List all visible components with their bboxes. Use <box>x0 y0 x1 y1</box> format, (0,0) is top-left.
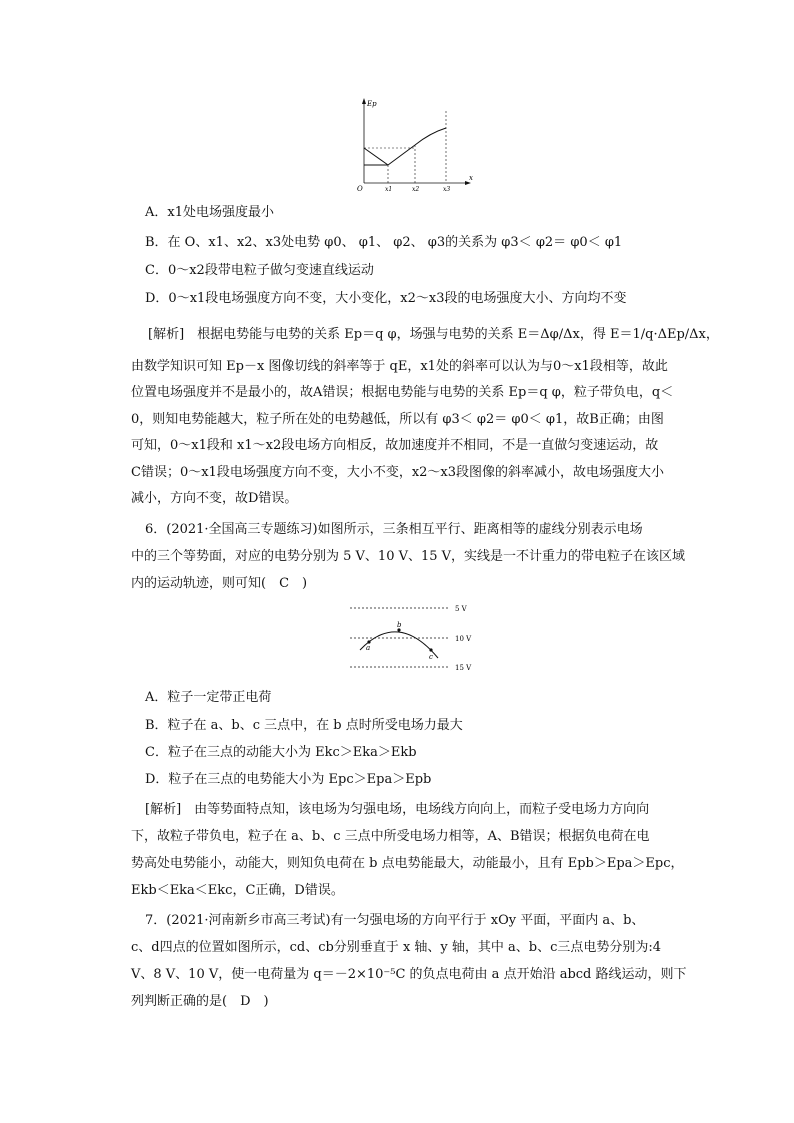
tick-x1: x1 <box>385 186 393 193</box>
q6-option-c: C．粒子在三点的动能大小为 Ekc＞Eka＞Ekb <box>145 745 417 760</box>
equipotential-figure <box>340 600 490 675</box>
label-c: c <box>429 653 433 661</box>
segment-curve <box>415 128 446 145</box>
q6-stem-line: 中的三个等势面，对应的电势分别为 5 V、10 V、15 V，实线是一不计重力的带电粒子在该区域 <box>131 549 686 564</box>
label-10v: 10 V <box>455 635 472 643</box>
q5-analysis-line: C错误；0～x1段电场强度方向不变，大小不变，x2～x3段图像的斜率减小，故电场强度大小 <box>131 465 665 480</box>
q6-option-b: B．粒子在 a、b、c 三点中，在 b 点时所受电场力最大 <box>145 718 463 733</box>
segment-descending <box>364 148 388 165</box>
q6-stem-line: 6．(2021·全国高三专题练习)如图所示，三条相互平行、距离相等的虚线分别表示电场 <box>145 522 643 537</box>
y-axis-label: Ep <box>367 100 377 108</box>
tick-x3: x3 <box>443 186 451 193</box>
label-b: b <box>397 621 402 629</box>
q6-analysis-line: 下，故粒子带负电，粒子在 a、b、c 三点中所受电场力相等，A、B错误；根据负电荷在电 <box>131 829 650 844</box>
q5-analysis-line: 由数学知识可知 Ep－x 图像切线的斜率等于 qE，x1处的斜率可以认为与0～x1段相等，故此 <box>131 359 668 374</box>
q7-stem-line: 7．(2021·河南新乡市高三考试)有一匀强电场的方向平行于 xOy 平面，平面内 a、b、 <box>145 913 645 928</box>
tick-x2: x2 <box>412 186 420 193</box>
ep-x-graph <box>330 95 480 195</box>
q6-analysis-line: Ekb＜Eka＜Ekc，C正确，D错误。 <box>131 883 344 898</box>
label-15v: 15 V <box>455 664 472 672</box>
origin-label: O <box>357 185 363 193</box>
q6-analysis-line: [解析] 由等势面特点知，该电场为匀强电场，电场线方向向上，而粒子受电场力方向向 <box>145 802 650 817</box>
q7-stem-line: 列判断正确的是( D ) <box>131 994 269 1009</box>
trajectory <box>360 632 438 658</box>
q5-option-a: A．x1处电场强度最小 <box>145 205 274 220</box>
point-c <box>429 648 432 651</box>
q5-option-c: C．0～x2段带电粒子做匀变速直线运动 <box>145 263 374 278</box>
q6-option-d: D．粒子在三点的电势能大小为 Epc＞Epa＞Epb <box>145 772 432 787</box>
x-axis-label: x <box>469 174 473 182</box>
q6-option-a: A．粒子一定带正电荷 <box>145 690 272 705</box>
label-a: a <box>366 644 371 652</box>
q5-analysis-line: 可知，0～x1段和 x1～x2段电场方向相反，故加速度并不相同，不是一直做匀变速运动，故 <box>131 438 659 453</box>
q5-analysis-line: 0，则知电势能越大，粒子所在处的电势越低，所以有 φ3＜ φ2＝ φ0＜ φ1，故B正确；由图 <box>131 412 664 427</box>
q7-stem-line: V、8 V、10 V，使一电荷量为 q＝－2×10⁻⁵C 的负点电荷由 a 点开始沿 abcd 路线运动，则下 <box>131 967 687 982</box>
q6-stem-line: 内的运动轨迹，则可知( C ) <box>131 576 308 591</box>
q5-analysis-line: [解析] 根据电势能与电势的关系 Ep＝q φ，场强与电势的关系 E＝Δφ/Δx，得 E＝1/q·ΔEp/Δx， <box>148 327 719 342</box>
q5-option-b: B．在 O、x1、x2、x3处电势 φ0、 φ1、 φ2、 φ3的关系为 φ3＜ φ2＝ φ0＜ φ1 <box>145 235 623 250</box>
y-axis-arrow <box>362 98 366 104</box>
q7-stem-line: c、d四点的位置如图所示，cd、cb分别垂直于 x 轴、y 轴，其中 a、b、c三点电势分别为:4 <box>131 940 662 955</box>
q5-option-d: D．0～x1段电场强度方向不变，大小变化，x2～x3段的电场强度大小、方向均不变 <box>145 291 627 306</box>
q5-analysis-line: 减小，方向不变，故D错误。 <box>131 491 298 506</box>
q6-analysis-line: 势高处电势能小，动能大，则知负电荷在 b 点电势能最大，动能最小，且有 Epb＞Epa＞Epc， <box>131 856 684 871</box>
label-5v: 5 V <box>455 605 467 613</box>
q5-analysis-line: 位置电场强度并不是最小的，故A错误；根据电势能与电势的关系 Ep＝q φ，粒子带负电，q＜ <box>131 385 674 400</box>
